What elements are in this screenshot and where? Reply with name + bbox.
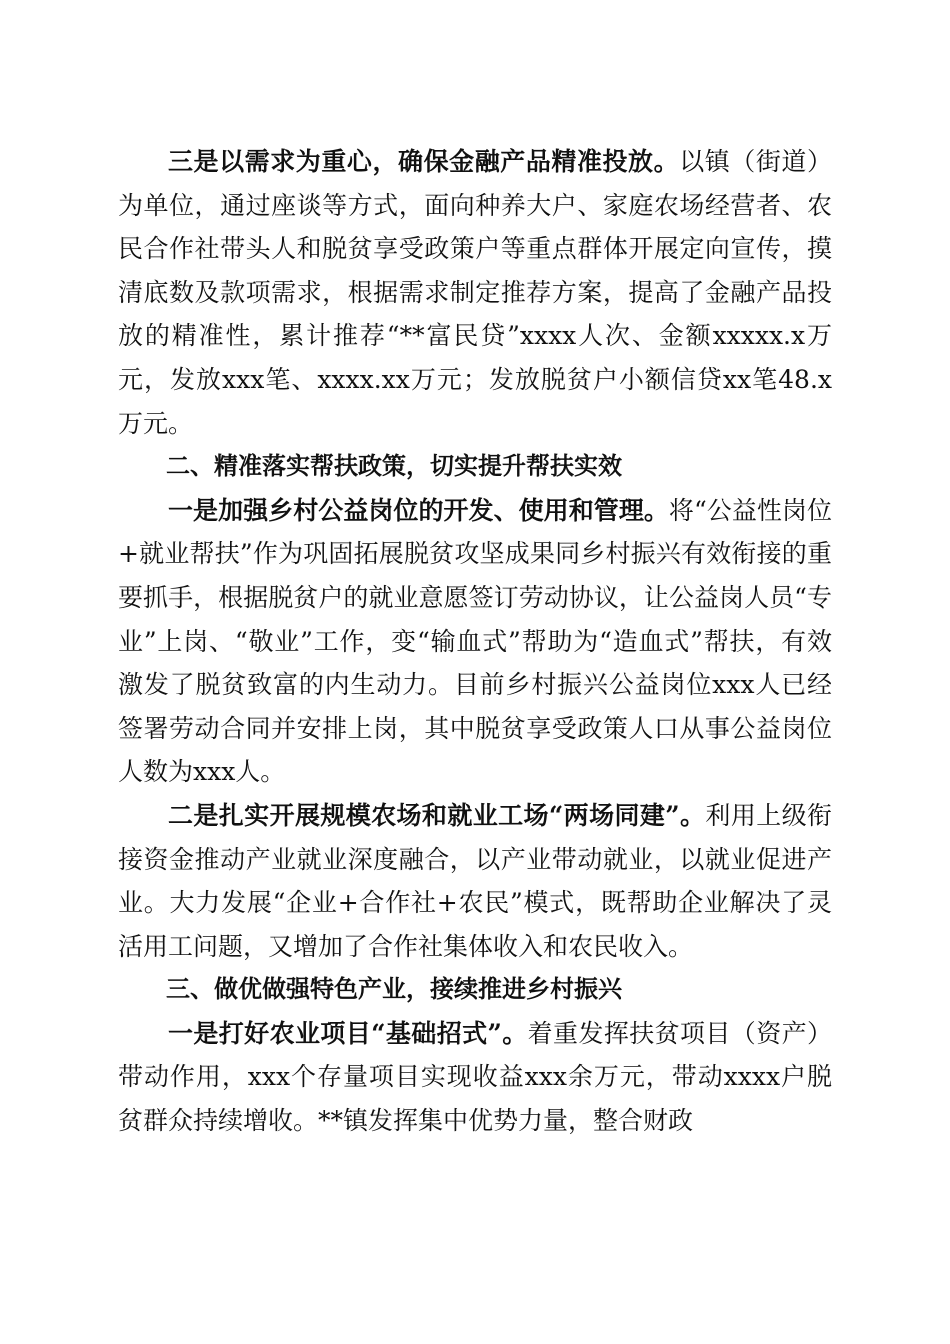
paragraph-two-sites-building [118,794,832,968]
section-heading-2: 二、精准落实帮扶政策，切实提升帮扶实效 [166,452,622,481]
paragraph-text: 将“公益性岗位+就业帮扶”作为巩固拓展脱贫攻坚成果同乡村振兴有效衔接的重要抓手，根据脱贫户的就业意愿签订劳动协议，让公益岗人员“专业”上岗、“敬业”工作，变“输血式”帮助为“造血式”帮扶，有效激发了脱贫致富的内生动力。目前乡村振兴公益岗位xxx人已经签署劳动合同并安排上岗，其中脱贫享受政策人口从事公益岗位人数为xxx人。 [118,495,832,787]
paragraph-text: 利用上级衔接资金推动产业就业深度融合，以产业带动就业，以就业促进产业。大力发展“企业+合作社+农民”模式，既帮助企业解决了灵活用工问题，又增加了合作社集体收入和农民收入。 [118,800,832,961]
paragraph-lead: 二是扎实开展规模农场和就业工场“两场同建”。 [168,800,706,830]
paragraph-lead: 三是以需求为重心，确保金融产品精准投放。 [168,147,680,176]
paragraph-public-welfare-posts [118,489,832,794]
paragraph-financial-products [118,140,832,445]
paragraph-text: 着重发挥扶贫项目（资产）带动作用，xxx个存量项目实现收益xxx余万元，带动xxxx户脱贫群众持续增收。**镇发挥集中优势力量，整合财政 [118,1018,832,1136]
paragraph-lead: 一是加强乡村公益岗位的开发、使用和管理。 [168,495,669,525]
paragraph-agricultural-projects [118,1012,832,1143]
paragraph-lead: 一是打好农业项目“基础招式”。 [168,1018,528,1048]
document-page [118,140,832,1143]
paragraph-text: 以镇（街道）为单位，通过座谈等方式，面向种养大户、家庭农场经营者、农民合作社带头人和脱贫享受政策户等重点群体开展定向宣传，摸清底数及款项需求，根据需求制定推荐方案，提高了金融产品投放的精准性，累计推荐“**富民贷”xxxx人次、金额xxxxx.x万元，发放xxx笔、xxxx.xx万元；发放脱贫户小额信贷xx笔48.x万元。 [118,147,832,438]
section-heading-3: 三、做优做强特色产业，接续推进乡村振兴 [166,975,622,1004]
